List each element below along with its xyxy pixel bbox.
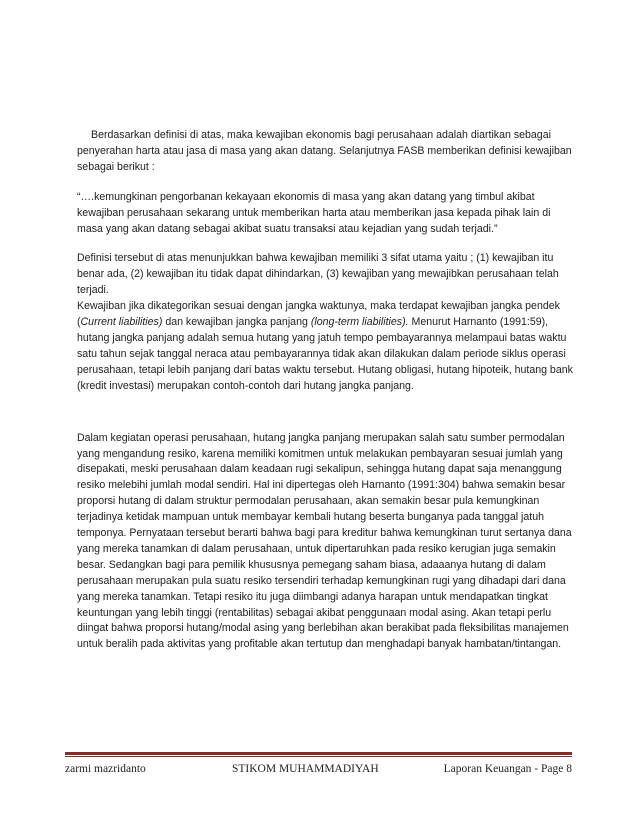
- paragraph-fasb-quote: “….kemungkinan pengorbanan kekayaan ekonomis di masa yang akan datang yang timbul akibat kewajiban perusahaan sekarang untuk memberikan harta atau memberikan jasa kepada pihak lain di masa yang akan datang sebagai akibat suatu transaksi atau kejadian yang sudah terjadi.”: [77, 190, 551, 235]
- text-segment: Menurut Harnanto (1991:59), hutang jangka panjang adalah semua hutang yang jatuh tempo pembayarannya melampaui batas waktu satu tahun sejak tanggal neraca atau pembayarannya tidak akan dilakukan dalam periode siklus operasi perusahaan, tetapi lebih panjang dari batas waktu tersebut. Hutang obligasi, hutang hipoteik, hutang bank (kredit investasi) merupakan contoh-contoh dari hutang jangka panjang.: [77, 316, 573, 392]
- paragraph-definition: Berdasarkan definisi di atas, maka kewajiban ekonomis bagi perusahaan adalah diartikan sebagai penyerahan harta atau jasa di masa yang akan datang. Selanjutnya FASB memberikan definisi kewajiban sebagai berikut :: [77, 129, 572, 173]
- term-long-term-liabilities: (long-term liabilities).: [310, 316, 409, 329]
- paragraph-three-traits: Definisi tersebut di atas menunjukkan bahwa kewajiban memiliki 3 sifat utama yaitu ; (1) kewajiban itu benar ada, (2) kewajiban itu tidak dapat dihindarkan, (3) kewajiban yang mewajibkan perusahaan telah terjadi.: [77, 252, 559, 297]
- term-current-liabilities: Current liabilities): [80, 316, 163, 329]
- footer-rule-thin: [65, 756, 572, 757]
- footer-author: zarmi mazridanto: [65, 763, 146, 775]
- footer-page-label: Laporan Keuangan - Page 8: [443, 763, 572, 775]
- document-body: [77, 128, 573, 653]
- text-segment: Kewajiban jika dikategorikan sesuai dengan jangka waktunya, maka terdapat kewajiban jangka pendek (: [77, 300, 560, 329]
- text-segment: dan kewajiban jangka panjang: [162, 316, 311, 329]
- paragraph-operational-risk: Dalam kegiatan operasi perusahaan, hutang jangka panjang merupakan salah satu sumber permodalan yang mengandung resiko, karena memiliki komitmen untuk melakukan pembayaran sesuai jumlah yang disepakati, meski perusahaan dalam keadaan rugi sekalipun, sehingga hutang dapat saja menanggung resiko melebihi jumlah modal sendiri. Hal ini dipertegas oleh Harnanto (1991:304) bahwa semakin besar proporsi hutang di dalam struktur permodalan perusahaan, akan semakin besar pula kemungkinan terjadinya ketidak mampuan untuk membayar kembali hutang beserta bunganya pada tanggal jatuh temponya. Pernyataan tersebut berarti bahwa bagi para kreditur bahwa kemungkinan turut sertanya dana yang mereka tanamkan di dalam perusahaan, untuk dipertaruhkan pada resiko kerugian juga semakin besar. Sedangkan bagi para pemilik khususnya pemegang saham biasa, adaaanya hutang di dalam perusahaan merupakan pula suatu resiko tersendiri terhadap kemungkinan rugi yang dihadapi dari dana yang mereka tanamkan. Tetapi resiko itu juga diimbangi adanya harapan untuk mendapatkan tingkat keuntungan yang lebih tinggi (rentabilitas) sebagai akibat penggunaan modal asing. Akan tetapi perlu diingat bahwa proporsi hutang/modal asing yang berlebihan akan berakibat pada fleksibilitas manajemen untuk beralih pada aktivitas yang profitable akan tertutup dan menghadapi banyak hambatan/tintangan.: [77, 431, 572, 651]
- footer-rule-thick: [65, 752, 572, 755]
- paragraph-liability-categories: [77, 299, 573, 394]
- footer-institution: STIKOM MUHAMMADIYAH: [232, 763, 379, 775]
